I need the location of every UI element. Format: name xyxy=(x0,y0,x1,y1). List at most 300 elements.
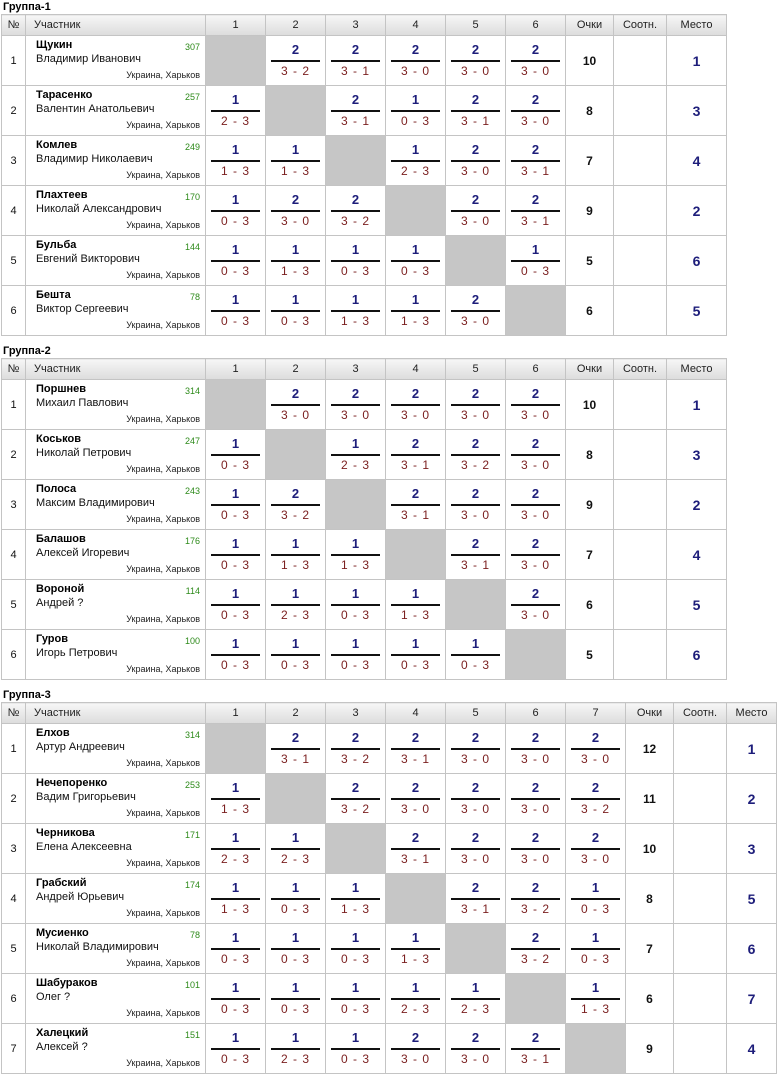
match-result-cell[interactable] xyxy=(566,974,626,1024)
header-opponent-col: 4 xyxy=(386,359,446,380)
result-divider xyxy=(511,404,560,406)
match-games: 0 - 3 xyxy=(280,1002,310,1016)
match-result-cell[interactable] xyxy=(386,630,446,680)
player-cell[interactable] xyxy=(26,430,206,480)
match-games: 3 - 0 xyxy=(280,214,310,228)
player-cell[interactable] xyxy=(26,824,206,874)
player-firstname: Владимир Николаевич xyxy=(36,153,153,165)
match-games: 0 - 3 xyxy=(280,952,310,966)
match-games: 0 - 3 xyxy=(400,658,430,672)
match-games: 3 - 1 xyxy=(340,64,370,78)
match-score: 2 xyxy=(591,780,600,795)
match-games: 0 - 3 xyxy=(400,264,430,278)
match-games: 3 - 0 xyxy=(460,64,490,78)
match-score: 1 xyxy=(231,636,240,651)
player-row xyxy=(2,530,727,580)
player-row xyxy=(2,774,777,824)
match-result-cell[interactable] xyxy=(206,136,266,186)
match-games: 3 - 1 xyxy=(460,114,490,128)
result-divider xyxy=(391,998,440,1000)
match-result-cell[interactable] xyxy=(386,36,446,86)
player-surname[interactable]: Черникова xyxy=(36,827,95,839)
match-games: 3 - 1 xyxy=(280,752,310,766)
player-surname[interactable]: Нечепоренко xyxy=(36,777,108,789)
header-opponent-col: 2 xyxy=(266,703,326,724)
match-result-cell[interactable] xyxy=(326,380,386,430)
match-score: 2 xyxy=(351,92,360,107)
match-result-cell[interactable] xyxy=(206,86,266,136)
result-divider xyxy=(451,748,500,750)
result-divider xyxy=(271,404,320,406)
row-number: 7 xyxy=(2,1024,26,1074)
player-surname[interactable]: Щукин xyxy=(36,39,73,51)
match-result-cell[interactable] xyxy=(326,36,386,86)
player-surname[interactable]: Комлев xyxy=(36,139,78,151)
player-firstname: Игорь Петрович xyxy=(36,647,118,659)
player-cell[interactable] xyxy=(26,136,206,186)
match-result-cell[interactable] xyxy=(206,1024,266,1074)
match-result-cell[interactable] xyxy=(326,924,386,974)
match-games: 3 - 0 xyxy=(460,802,490,816)
match-result-cell[interactable] xyxy=(266,974,326,1024)
row-number: 6 xyxy=(2,974,26,1024)
points-cell: 12 xyxy=(626,724,674,774)
ratio-cell xyxy=(614,186,667,236)
player-cell[interactable] xyxy=(26,630,206,680)
player-city: Украина, Харьков xyxy=(126,1058,200,1068)
diagonal-cell xyxy=(506,286,566,336)
header-ratio: Соотн. xyxy=(614,15,667,36)
match-result-cell[interactable] xyxy=(386,380,446,430)
result-divider xyxy=(331,60,380,62)
match-result-cell[interactable] xyxy=(266,724,326,774)
match-result-cell[interactable] xyxy=(326,580,386,630)
player-cell[interactable] xyxy=(26,774,206,824)
result-divider xyxy=(571,748,620,750)
match-result-cell[interactable] xyxy=(326,774,386,824)
match-result-cell[interactable] xyxy=(386,430,446,480)
result-divider xyxy=(331,110,380,112)
result-divider xyxy=(271,210,320,212)
match-games: 3 - 0 xyxy=(400,408,430,422)
result-divider xyxy=(271,1048,320,1050)
match-result-cell[interactable] xyxy=(506,236,566,286)
player-surname[interactable]: Шабураков xyxy=(36,977,98,989)
points-cell: 10 xyxy=(566,380,614,430)
match-result-cell[interactable] xyxy=(206,530,266,580)
match-result-cell[interactable] xyxy=(506,874,566,924)
match-score: 1 xyxy=(231,830,240,845)
points-cell: 7 xyxy=(566,136,614,186)
match-score: 1 xyxy=(351,436,360,451)
match-result-cell[interactable] xyxy=(446,630,506,680)
match-games: 3 - 1 xyxy=(400,752,430,766)
match-result-cell[interactable] xyxy=(446,380,506,430)
match-score: 2 xyxy=(291,42,300,57)
match-result-cell[interactable] xyxy=(266,136,326,186)
match-result-cell[interactable] xyxy=(326,236,386,286)
player-rating: 100 xyxy=(184,636,200,646)
row-number: 6 xyxy=(2,630,26,680)
ratio-cell xyxy=(614,480,667,530)
match-games: 0 - 3 xyxy=(580,902,610,916)
match-score: 2 xyxy=(291,386,300,401)
match-result-cell[interactable] xyxy=(266,36,326,86)
row-number: 5 xyxy=(2,580,26,630)
match-score: 1 xyxy=(231,92,240,107)
result-divider xyxy=(511,898,560,900)
diagonal-cell xyxy=(266,430,326,480)
match-result-cell[interactable] xyxy=(446,874,506,924)
result-divider xyxy=(271,554,320,556)
match-score: 1 xyxy=(351,292,360,307)
diagonal-cell xyxy=(266,774,326,824)
player-rating: 78 xyxy=(189,930,200,940)
result-divider xyxy=(571,898,620,900)
points-cell: 6 xyxy=(566,286,614,336)
match-result-cell[interactable] xyxy=(206,924,266,974)
player-surname[interactable]: Поршнев xyxy=(36,383,87,395)
match-result-cell[interactable] xyxy=(506,1024,566,1074)
player-rating: 171 xyxy=(184,830,200,840)
match-result-cell[interactable] xyxy=(386,86,446,136)
diagonal-cell xyxy=(326,136,386,186)
player-surname[interactable]: Тарасенко xyxy=(36,89,93,101)
match-result-cell[interactable] xyxy=(206,286,266,336)
player-cell[interactable] xyxy=(26,724,206,774)
ratio-cell xyxy=(614,136,667,186)
match-result-cell[interactable] xyxy=(266,874,326,924)
match-result-cell[interactable] xyxy=(506,580,566,630)
match-score: 2 xyxy=(531,142,540,157)
result-divider xyxy=(271,948,320,950)
match-result-cell[interactable] xyxy=(446,774,506,824)
result-divider xyxy=(511,210,560,212)
result-divider xyxy=(271,998,320,1000)
match-result-cell[interactable] xyxy=(386,136,446,186)
match-result-cell[interactable] xyxy=(506,724,566,774)
match-result-cell[interactable] xyxy=(446,286,506,336)
player-firstname: Михаил Павлович xyxy=(36,397,129,409)
result-divider xyxy=(331,654,380,656)
player-cell[interactable] xyxy=(26,480,206,530)
match-games: 0 - 3 xyxy=(280,658,310,672)
match-games: 0 - 3 xyxy=(220,1052,250,1066)
match-result-cell[interactable] xyxy=(326,286,386,336)
match-result-cell[interactable] xyxy=(506,824,566,874)
header-opponent-col: 3 xyxy=(326,15,386,36)
result-divider xyxy=(271,260,320,262)
match-score: 2 xyxy=(351,42,360,57)
match-games: 3 - 0 xyxy=(280,408,310,422)
result-divider xyxy=(211,210,260,212)
ratio-cell xyxy=(674,924,727,974)
match-result-cell[interactable] xyxy=(506,430,566,480)
result-divider xyxy=(391,160,440,162)
player-surname[interactable]: Бульба xyxy=(36,239,77,251)
match-result-cell[interactable] xyxy=(206,630,266,680)
player-row xyxy=(2,580,727,630)
match-result-cell[interactable] xyxy=(446,530,506,580)
player-surname[interactable]: Полоса xyxy=(36,483,77,495)
match-result-cell[interactable] xyxy=(206,236,266,286)
ratio-cell xyxy=(674,1024,727,1074)
match-score: 1 xyxy=(291,830,300,845)
match-games: 1 - 3 xyxy=(280,558,310,572)
match-result-cell[interactable] xyxy=(386,1024,446,1074)
result-divider xyxy=(391,454,440,456)
match-result-cell[interactable] xyxy=(206,580,266,630)
match-result-cell[interactable] xyxy=(266,480,326,530)
match-result-cell[interactable] xyxy=(326,186,386,236)
match-games: 2 - 3 xyxy=(340,458,370,472)
match-games: 3 - 0 xyxy=(520,458,550,472)
match-result-cell[interactable] xyxy=(446,36,506,86)
match-games: 3 - 0 xyxy=(520,408,550,422)
match-result-cell[interactable] xyxy=(506,380,566,430)
player-surname[interactable]: Гуров xyxy=(36,633,68,645)
match-games: 0 - 3 xyxy=(340,952,370,966)
match-score: 1 xyxy=(231,536,240,551)
match-score: 1 xyxy=(291,980,300,995)
match-result-cell[interactable] xyxy=(326,530,386,580)
points-cell: 11 xyxy=(626,774,674,824)
match-result-cell[interactable] xyxy=(326,430,386,480)
result-divider xyxy=(211,998,260,1000)
player-cell[interactable] xyxy=(26,186,206,236)
match-result-cell[interactable] xyxy=(386,236,446,286)
place-cell: 6 xyxy=(667,630,727,680)
match-games: 2 - 3 xyxy=(280,608,310,622)
match-games: 0 - 3 xyxy=(220,952,250,966)
match-result-cell[interactable] xyxy=(446,824,506,874)
row-number: 2 xyxy=(2,86,26,136)
player-cell[interactable] xyxy=(26,580,206,630)
row-number: 4 xyxy=(2,530,26,580)
player-firstname: Алексей Игоревич xyxy=(36,547,130,559)
diagonal-cell xyxy=(386,186,446,236)
player-city: Украина, Харьков xyxy=(126,320,200,330)
match-result-cell[interactable] xyxy=(386,824,446,874)
match-result-cell[interactable] xyxy=(386,480,446,530)
match-score: 1 xyxy=(351,1030,360,1045)
player-row xyxy=(2,974,777,1024)
match-score: 1 xyxy=(291,142,300,157)
group-table xyxy=(1,14,727,336)
match-score: 1 xyxy=(231,980,240,995)
match-score: 2 xyxy=(351,386,360,401)
match-result-cell[interactable] xyxy=(506,774,566,824)
match-result-cell[interactable] xyxy=(446,1024,506,1074)
diagonal-cell xyxy=(386,874,446,924)
match-games: 0 - 3 xyxy=(280,314,310,328)
match-result-cell[interactable] xyxy=(326,1024,386,1074)
player-city: Украина, Харьков xyxy=(126,908,200,918)
match-result-cell[interactable] xyxy=(266,530,326,580)
player-cell[interactable] xyxy=(26,86,206,136)
match-result-cell[interactable] xyxy=(266,286,326,336)
result-divider xyxy=(211,948,260,950)
match-result-cell[interactable] xyxy=(506,36,566,86)
match-games: 1 - 3 xyxy=(280,164,310,178)
group-title: Группа-3 xyxy=(3,689,51,701)
points-cell: 8 xyxy=(626,874,674,924)
match-result-cell[interactable] xyxy=(566,824,626,874)
result-divider xyxy=(211,798,260,800)
match-result-cell[interactable] xyxy=(566,724,626,774)
result-divider xyxy=(391,1048,440,1050)
result-divider xyxy=(451,504,500,506)
match-result-cell[interactable] xyxy=(506,530,566,580)
match-games: 0 - 3 xyxy=(220,264,250,278)
match-result-cell[interactable] xyxy=(386,580,446,630)
match-result-cell[interactable] xyxy=(206,430,266,480)
player-cell[interactable] xyxy=(26,1024,206,1074)
match-result-cell[interactable] xyxy=(446,86,506,136)
player-surname[interactable]: Елхов xyxy=(36,727,70,739)
match-result-cell[interactable] xyxy=(446,430,506,480)
player-firstname: Вадим Григорьевич xyxy=(36,791,136,803)
match-result-cell[interactable] xyxy=(326,630,386,680)
match-result-cell[interactable] xyxy=(266,186,326,236)
match-result-cell[interactable] xyxy=(266,924,326,974)
match-result-cell[interactable] xyxy=(506,186,566,236)
match-result-cell[interactable] xyxy=(206,774,266,824)
match-result-cell[interactable] xyxy=(266,1024,326,1074)
match-result-cell[interactable] xyxy=(446,186,506,236)
match-score: 2 xyxy=(531,486,540,501)
row-number: 5 xyxy=(2,236,26,286)
match-score: 2 xyxy=(471,536,480,551)
match-result-cell[interactable] xyxy=(566,774,626,824)
player-surname[interactable]: Плахтеев xyxy=(36,189,88,201)
match-games: 3 - 0 xyxy=(520,64,550,78)
match-games: 2 - 3 xyxy=(220,852,250,866)
player-surname[interactable]: Халецкий xyxy=(36,1027,89,1039)
row-number: 1 xyxy=(2,380,26,430)
player-cell[interactable] xyxy=(26,874,206,924)
match-score: 1 xyxy=(231,292,240,307)
player-surname[interactable]: Грабский xyxy=(36,877,87,889)
match-result-cell[interactable] xyxy=(566,924,626,974)
place-cell: 2 xyxy=(667,186,727,236)
player-cell[interactable] xyxy=(26,286,206,336)
place-cell: 5 xyxy=(667,286,727,336)
result-divider xyxy=(331,948,380,950)
match-result-cell[interactable] xyxy=(206,874,266,924)
place-cell: 3 xyxy=(667,430,727,480)
match-result-cell[interactable] xyxy=(266,824,326,874)
match-result-cell[interactable] xyxy=(386,286,446,336)
place-cell: 1 xyxy=(667,36,727,86)
match-result-cell[interactable] xyxy=(326,974,386,1024)
match-result-cell[interactable] xyxy=(506,86,566,136)
match-result-cell[interactable] xyxy=(206,824,266,874)
player-surname[interactable]: Коськов xyxy=(36,433,82,445)
ratio-cell xyxy=(614,430,667,480)
match-result-cell[interactable] xyxy=(386,774,446,824)
player-surname[interactable]: Мусиенко xyxy=(36,927,89,939)
match-score: 2 xyxy=(411,42,420,57)
header-place: Место xyxy=(727,703,777,724)
ratio-cell xyxy=(674,774,727,824)
player-cell[interactable] xyxy=(26,380,206,430)
match-result-cell[interactable] xyxy=(326,724,386,774)
match-result-cell[interactable] xyxy=(206,974,266,1024)
match-result-cell[interactable] xyxy=(506,480,566,530)
player-rating: 307 xyxy=(184,42,200,52)
points-cell: 7 xyxy=(626,924,674,974)
match-score: 2 xyxy=(591,830,600,845)
match-result-cell[interactable] xyxy=(326,86,386,136)
player-cell[interactable] xyxy=(26,530,206,580)
match-result-cell[interactable] xyxy=(266,580,326,630)
player-surname[interactable]: Вороной xyxy=(36,583,85,595)
match-result-cell[interactable] xyxy=(206,480,266,530)
match-result-cell[interactable] xyxy=(446,724,506,774)
match-games: 0 - 3 xyxy=(340,658,370,672)
match-result-cell[interactable] xyxy=(506,136,566,186)
match-games: 0 - 3 xyxy=(520,264,550,278)
match-result-cell[interactable] xyxy=(446,136,506,186)
result-divider xyxy=(511,748,560,750)
player-surname[interactable]: Бешта xyxy=(36,289,71,301)
player-row xyxy=(2,36,727,86)
player-cell[interactable] xyxy=(26,236,206,286)
match-games: 2 - 3 xyxy=(280,1052,310,1066)
match-result-cell[interactable] xyxy=(386,974,446,1024)
match-score: 1 xyxy=(231,192,240,207)
match-score: 2 xyxy=(531,930,540,945)
match-score: 2 xyxy=(351,192,360,207)
match-score: 2 xyxy=(531,436,540,451)
match-result-cell[interactable] xyxy=(266,380,326,430)
match-result-cell[interactable] xyxy=(386,724,446,774)
player-rating: 243 xyxy=(184,486,200,496)
diagonal-cell xyxy=(266,86,326,136)
match-result-cell[interactable] xyxy=(266,236,326,286)
player-firstname: Евгений Викторович xyxy=(36,253,140,265)
match-result-cell[interactable] xyxy=(326,874,386,924)
match-result-cell[interactable] xyxy=(506,924,566,974)
match-result-cell[interactable] xyxy=(566,874,626,924)
player-surname[interactable]: Балашов xyxy=(36,533,86,545)
match-score: 1 xyxy=(231,930,240,945)
match-result-cell[interactable] xyxy=(446,974,506,1024)
place-cell: 4 xyxy=(727,1024,777,1074)
result-divider xyxy=(211,554,260,556)
points-cell: 6 xyxy=(566,580,614,630)
result-divider xyxy=(451,110,500,112)
player-cell[interactable] xyxy=(26,974,206,1024)
result-divider xyxy=(331,260,380,262)
match-result-cell[interactable] xyxy=(446,480,506,530)
player-cell[interactable] xyxy=(26,924,206,974)
match-games: 2 - 3 xyxy=(400,1002,430,1016)
match-score: 1 xyxy=(291,292,300,307)
result-divider xyxy=(511,454,560,456)
match-result-cell[interactable] xyxy=(266,630,326,680)
result-divider xyxy=(511,948,560,950)
match-score: 2 xyxy=(471,192,480,207)
match-games: 0 - 3 xyxy=(340,264,370,278)
player-cell[interactable] xyxy=(26,36,206,86)
result-divider xyxy=(331,454,380,456)
result-divider xyxy=(331,898,380,900)
match-result-cell[interactable] xyxy=(206,186,266,236)
match-result-cell[interactable] xyxy=(386,924,446,974)
player-row xyxy=(2,480,727,530)
